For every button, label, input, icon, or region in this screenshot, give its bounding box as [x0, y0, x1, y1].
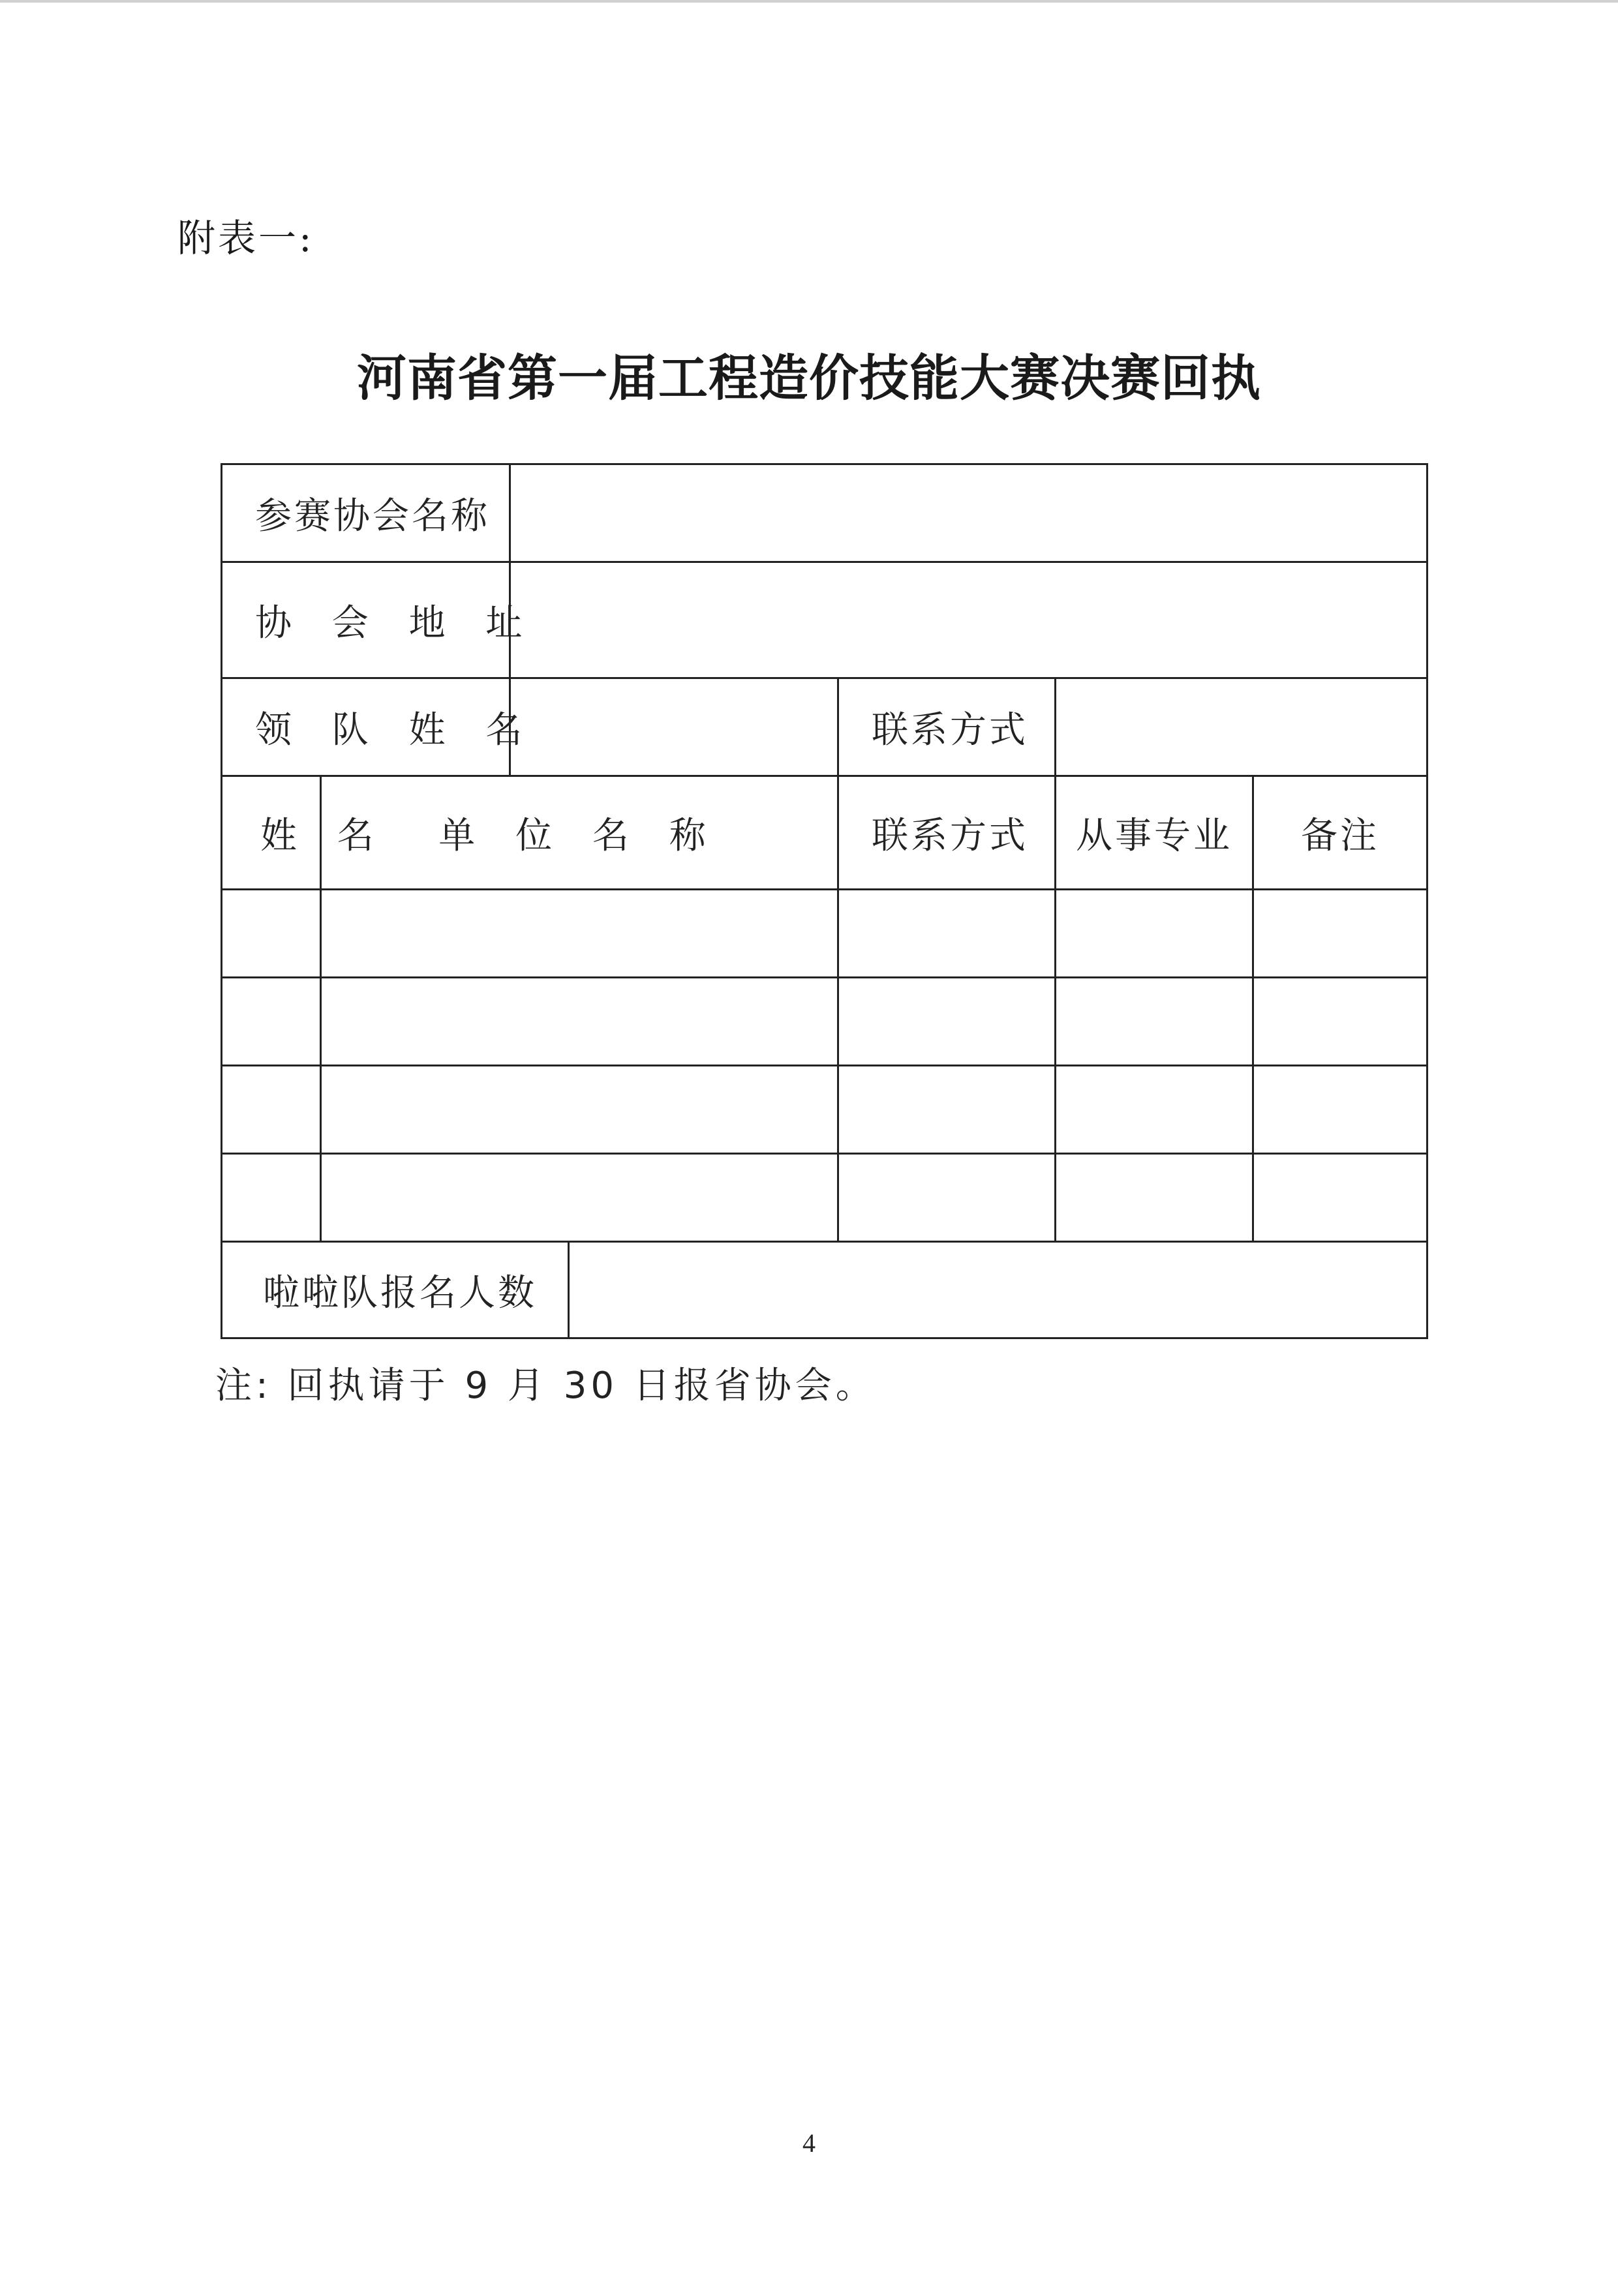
- association-address-row: [222, 562, 1427, 678]
- column-header-name: 姓 名: [222, 776, 321, 890]
- member-name-cell[interactable]: [222, 890, 321, 978]
- attachment-label: 附表一:: [177, 216, 314, 260]
- member-contact-cell[interactable]: [838, 978, 1056, 1066]
- page-top-edge: [0, 0, 1618, 3]
- column-header-remarks: 备注: [1253, 776, 1427, 890]
- column-header-specialty: 从事专业: [1056, 776, 1253, 890]
- submission-note: 注: 回执请于 9 月 30 日报省协会。: [215, 1365, 876, 1407]
- receipt-form-table: [221, 463, 1428, 1339]
- member-row: [222, 978, 1427, 1066]
- member-unit-cell[interactable]: [321, 1154, 838, 1242]
- member-unit-cell[interactable]: [321, 890, 838, 978]
- member-remarks-cell[interactable]: [1253, 978, 1427, 1066]
- leader-contact-field[interactable]: [1056, 678, 1427, 776]
- column-header-unit: 单 位 名 称: [321, 776, 838, 890]
- cheer-count-label: 啦啦队报名人数: [222, 1242, 569, 1338]
- leader-contact-label: 联系方式: [838, 678, 1056, 776]
- member-remarks-cell[interactable]: [1253, 1066, 1427, 1154]
- association-name-row: [222, 464, 1427, 562]
- association-name-label: 参赛协会名称: [222, 464, 510, 562]
- member-contact-cell[interactable]: [838, 1154, 1056, 1242]
- page-number: 4: [802, 2128, 816, 2158]
- member-unit-cell[interactable]: [321, 978, 838, 1066]
- member-contact-cell[interactable]: [838, 1066, 1056, 1154]
- member-name-cell[interactable]: [222, 1154, 321, 1242]
- column-header-contact: 联系方式: [838, 776, 1056, 890]
- member-name-cell[interactable]: [222, 1066, 321, 1154]
- member-specialty-cell[interactable]: [1056, 1066, 1253, 1154]
- member-remarks-cell[interactable]: [1253, 890, 1427, 978]
- team-leader-label: 领 队 姓 名: [222, 678, 510, 776]
- association-address-label: 协 会 地 址: [222, 562, 510, 678]
- team-leader-field[interactable]: [510, 678, 838, 776]
- member-specialty-cell[interactable]: [1056, 890, 1253, 978]
- cheer-count-field[interactable]: [569, 1242, 1427, 1338]
- cheer-count-row: [222, 1242, 1427, 1338]
- association-address-field[interactable]: [510, 562, 1427, 678]
- association-name-field[interactable]: [510, 464, 1427, 562]
- member-unit-cell[interactable]: [321, 1066, 838, 1154]
- member-row: [222, 890, 1427, 978]
- member-specialty-cell[interactable]: [1056, 1154, 1253, 1242]
- member-specialty-cell[interactable]: [1056, 978, 1253, 1066]
- member-row: [222, 1066, 1427, 1154]
- team-leader-row: [222, 678, 1427, 776]
- member-name-cell[interactable]: [222, 978, 321, 1066]
- member-contact-cell[interactable]: [838, 890, 1056, 978]
- member-header-row: [222, 776, 1427, 890]
- document-title: 河南省第一届工程造价技能大赛决赛回执: [357, 349, 1261, 407]
- member-row: [222, 1154, 1427, 1242]
- member-remarks-cell[interactable]: [1253, 1154, 1427, 1242]
